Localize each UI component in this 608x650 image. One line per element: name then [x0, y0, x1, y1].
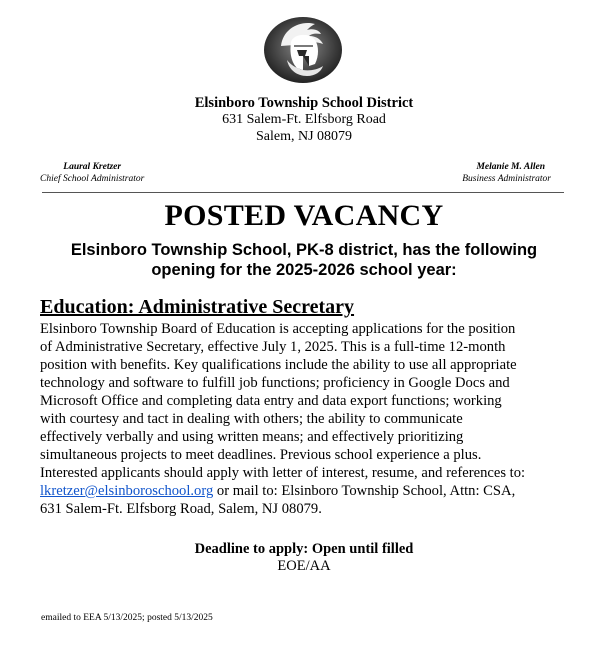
- description-line: Microsoft Office and completing data entry and data export functions; working: [40, 393, 502, 409]
- header-divider: [42, 192, 564, 193]
- notice-subheading: [0, 240, 608, 280]
- subhead-line-1: Elsinboro Township School, PK-8 district, has the following: [70, 241, 538, 259]
- official-left: [40, 161, 144, 185]
- page-title: POSTED VACANCY: [164, 199, 444, 232]
- mailing-address-line: 631 Salem-Ft. Elfsborg Road, Salem, NJ 08079.: [40, 501, 322, 517]
- description-line: Interested applicants should apply with letter of interest, resume, and references to:: [40, 465, 526, 481]
- official-right-title: Business Administrator: [462, 174, 551, 184]
- position-description: [40, 320, 570, 518]
- email-line: [40, 482, 570, 500]
- official-right-name: Melanie M. Allen: [476, 162, 545, 172]
- description-line: position with benefits. Key qualifications include the ability to use all appropriate: [40, 357, 517, 373]
- position-title: Education: Administrative Secretary: [40, 296, 355, 318]
- posting-note: emailed to EEA 5/13/2025; posted 5/13/2025: [41, 613, 213, 623]
- description-line: effectively verbally and using written means; and effectively prioritizing: [40, 429, 464, 445]
- spartan-helmet-logo-icon: [263, 16, 343, 84]
- district-name: Elsinboro Township School District: [194, 95, 414, 111]
- official-left-title: Chief School Administrator: [40, 174, 145, 184]
- address-line-1: 631 Salem-Ft. Elfsborg Road: [222, 112, 386, 127]
- eoe-statement: EOE/AA: [277, 558, 331, 574]
- address-line-2: Salem, NJ 08079: [255, 129, 353, 144]
- description-line: with courtesy and tact in dealing with others; the ability to communicate: [40, 411, 463, 427]
- description-line: simultaneous projects to meet deadlines. Previous school experience a plus.: [40, 447, 482, 463]
- description-line: Elsinboro Township Board of Education is accepting applications for the position: [40, 321, 516, 337]
- application-deadline: Deadline to apply: Open until filled: [194, 541, 414, 557]
- description-line: technology and software to fulfill job functions; proficiency in Google Docs and: [40, 375, 510, 391]
- email-link[interactable]: lkretzer@elsinboroschool.org: [40, 483, 214, 499]
- official-right: [462, 161, 551, 185]
- mail-instructions: or mail to: Elsinboro Township School, Attn: CSA,: [213, 483, 516, 499]
- official-left-name: Laural Kretzer: [63, 162, 122, 172]
- description-line: of Administrative Secretary, effective July 1, 2025. This is a full-time 12-month: [40, 339, 506, 355]
- subhead-line-2: opening for the 2025-2026 school year:: [151, 261, 457, 279]
